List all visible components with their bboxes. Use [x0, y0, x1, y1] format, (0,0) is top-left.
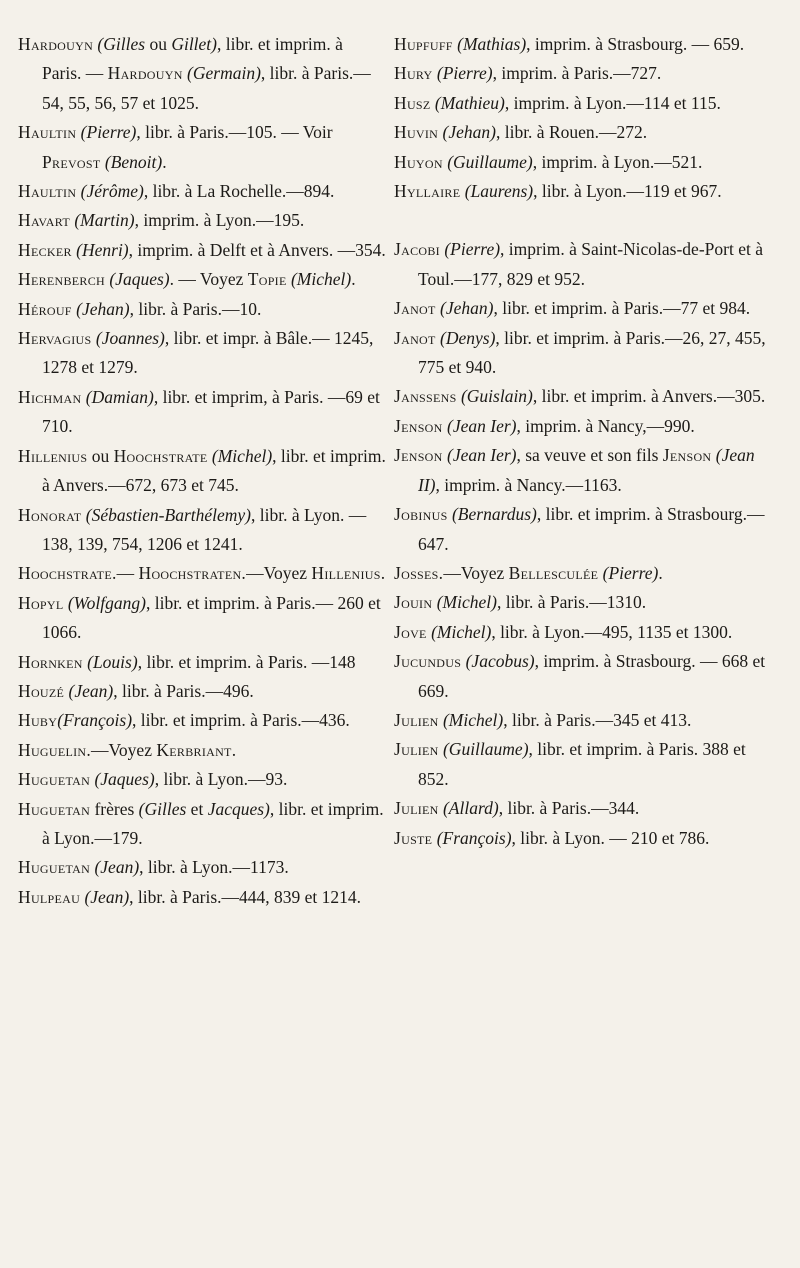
entry-huguelin: Huguelin.—Voyez Kerbriant.	[18, 739, 237, 760]
entry-jove: Jove (Michel), libr. à Lyon.—495, 1135 et 1300.	[394, 621, 733, 642]
entry-hillenius: Hillenius ou Hoochstrate (Michel), libr. et imprim. à Anvers.—672, 673 et 745.	[18, 445, 386, 496]
entry-hury: Hury (Pierre), imprim. à Paris.—727.	[394, 63, 662, 84]
entry-hyllaire: Hyllaire (Laurens), libr. à Lyon.—119 et 967.	[394, 181, 722, 202]
entry-huguetan-freres: Huguetan frères (Gilles et Jacques), libr. et imprim. à Lyon.—179.	[18, 798, 384, 848]
entry-hecker: Hecker (Henri), imprim. à Delft et à Anvers. —354.	[18, 239, 386, 260]
entry-jucundus: Jucundus (Jacobus), imprim. à Strasbourg. — 668 et 669.	[394, 651, 766, 701]
right-column	[394, 30, 778, 1268]
entry-jenson-jean: Jenson (Jean Ier), imprim. à Nancy,—990.	[394, 415, 695, 436]
entry-hopyl: Hopyl (Wolfgang), libr. et imprim. à Paris.— 260 et 1066.	[18, 592, 381, 643]
entry-hichman: Hichman (Damian), libr. et imprim, à Paris. —69 et 710.	[18, 386, 380, 437]
left-column	[18, 30, 386, 1268]
entry-haultin-pierre: Haultin (Pierre), libr. à Paris.—105. — Voir Prevost (Benoit).	[18, 122, 333, 172]
entry-honorat: Honorat (Sébastien-Barthélemy), libr. à Lyon. —138, 139, 754, 1206 et 1241.	[18, 504, 367, 554]
entry-jobinus: Jobinus (Bernardus), libr. et imprim. à Strasbourg.—647.	[394, 504, 765, 554]
entry-huvin: Huvin (Jehan), libr. à Rouen.—272.	[394, 122, 648, 143]
entry-janot-denys: Janot (Denys), libr. et imprim. à Paris.—26, 27, 455, 775 et 940.	[394, 327, 766, 378]
entry-janot-jehan: Janot (Jehan), libr. et imprim. à Paris.—77 et 984.	[394, 298, 751, 319]
entry-julien-allard: Julien (Allard), libr. à Paris.—344.	[394, 798, 640, 819]
entry-huguetan-jean: Huguetan (Jean), libr. à Lyon.—1173.	[18, 857, 289, 878]
entry-huby: Huby(François), libr. et imprim. à Paris.—436.	[18, 710, 350, 731]
entry-jenson-veuve: Jenson (Jean Ier), sa veuve et son fils Jenson (Jean II), imprim. à Nancy.—1163.	[394, 445, 755, 495]
entry-jouin: Jouin (Michel), libr. à Paris.—1310.	[394, 592, 647, 613]
entry-hornken: Hornken (Louis), libr. et imprim. à Paris. —148	[18, 651, 356, 672]
entry-husz: Husz (Mathieu), imprim. à Lyon.—114 et 115.	[394, 92, 721, 113]
entry-josses: Josses.—Voyez Bellesculée (Pierre).	[394, 562, 663, 583]
entry-huyon: Huyon (Guillaume), imprim. à Lyon.—521.	[394, 151, 703, 172]
entry-hoochstrate: Hoochstrate.— Hoochstraten.—Voyez Hillenius.	[18, 563, 386, 584]
entry-janssens: Janssens (Guislain), libr. et imprim. à Anvers.—305.	[394, 386, 766, 407]
entry-herouf: Hérouf (Jehan), libr. à Paris.—10.	[18, 298, 262, 319]
entry-huguetan-jaques: Huguetan (Jaques), libr. à Lyon.—93.	[18, 769, 288, 790]
entry-hardouyn: Hardouyn (Gilles ou Gillet), libr. et imprim. à Paris. — Hardouyn (Germain), libr. à Paris.—54, 55, 56, 57 et 1025.	[18, 34, 371, 113]
entry-herenberch: Herenberch (Jaques). — Voyez Topie (Michel).	[18, 269, 356, 290]
entry-houze: Houzé (Jean), libr. à Paris.—496.	[18, 680, 254, 701]
entry-hervagius: Hervagius (Joannes), libr. et impr. à Bâle.— 1245, 1278 et 1279.	[18, 328, 374, 378]
entry-havart: Havart (Martin), imprim. à Lyon.—195.	[18, 210, 305, 231]
entry-hulpeau: Hulpeau (Jean), libr. à Paris.—444, 839 et 1214.	[18, 886, 362, 907]
entry-hupfuff: Hupfuff (Mathias), imprim. à Strasbourg. — 659.	[394, 34, 745, 54]
entry-jacobi: Jacobi (Pierre), imprim. à Saint-Nicolas-de-Port et à Toul.—177, 829 et 952.	[394, 239, 763, 289]
entry-julien-michel: Julien (Michel), libr. à Paris.—345 et 413.	[394, 709, 692, 730]
entry-julien-guillaume: Julien (Guillaume), libr. et imprim. à Paris. 388 et 852.	[394, 739, 746, 789]
entry-juste: Juste (François), libr. à Lyon. — 210 et 786.	[394, 827, 710, 848]
entry-haultin-jerome: Haultin (Jérôme), libr. à La Rochelle.—894.	[18, 181, 335, 202]
